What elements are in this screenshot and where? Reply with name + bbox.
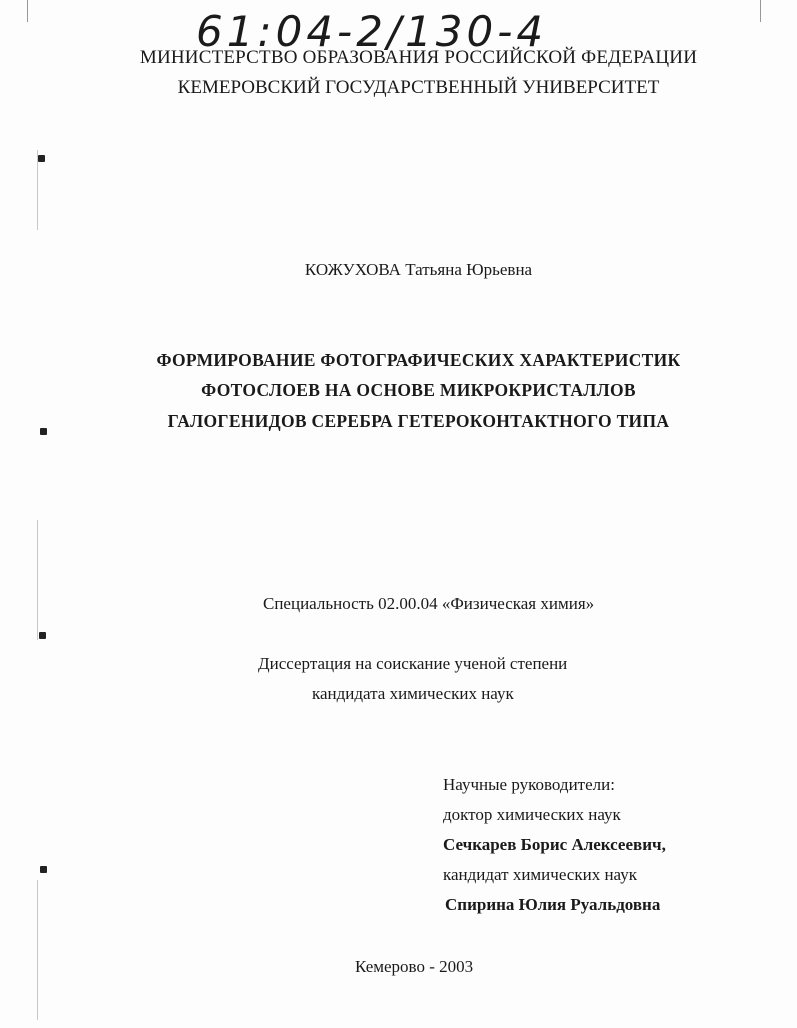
thesis-title-line-1: ФОРМИРОВАНИЕ ФОТОГРАФИЧЕСКИХ ХАРАКТЕРИСТИК <box>156 350 681 370</box>
binding-hole-mark <box>40 866 47 873</box>
advisor1-degree: доктор химических наук <box>443 805 621 824</box>
city-year: Кемерово - 2003 <box>355 957 474 976</box>
advisor1-name: Сечкарев Борис Алексеевич, <box>443 835 666 854</box>
scan-edge-mark <box>27 0 28 22</box>
thesis-title-line-3: ГАЛОГЕНИДОВ СЕРЕБРА ГЕТЕРОКОНТАКТНОГО ТИПА <box>167 411 670 431</box>
binding-hole-mark <box>39 632 46 639</box>
scan-margin-line <box>37 880 38 1020</box>
scan-margin-line <box>37 150 38 230</box>
dissertation-degree-line-2: кандидата химических наук <box>312 684 514 703</box>
binding-hole-mark <box>38 155 45 162</box>
university-heading: КЕМЕРОВСКИЙ ГОСУДАРСТВЕННЫЙ УНИВЕРСИТЕТ <box>177 77 660 98</box>
advisors-heading: Научные руководители: <box>443 775 615 794</box>
scan-edge-mark <box>760 0 761 22</box>
handwritten-archive-code: 61:04-2/130-4 <box>196 7 548 56</box>
dissertation-degree-line-1: Диссертация на соискание ученой степени <box>258 654 568 673</box>
ministry-heading: МИНИСТЕРСТВО ОБРАЗОВАНИЯ РОССИЙСКОЙ ФЕДЕРАЦИИ <box>139 47 698 68</box>
scan-margin-line <box>37 520 38 640</box>
author-name: КОЖУХОВА Татьяна Юрьевна <box>304 260 533 279</box>
advisor2-degree: кандидат химических наук <box>443 865 637 884</box>
specialty: Специальность 02.00.04 «Физическая химия» <box>263 594 595 613</box>
advisor2-name: Спирина Юлия Руальдовна <box>445 895 661 914</box>
thesis-title-line-2: ФОТОСЛОЕВ НА ОСНОВЕ МИКРОКРИСТАЛЛОВ <box>201 380 636 400</box>
